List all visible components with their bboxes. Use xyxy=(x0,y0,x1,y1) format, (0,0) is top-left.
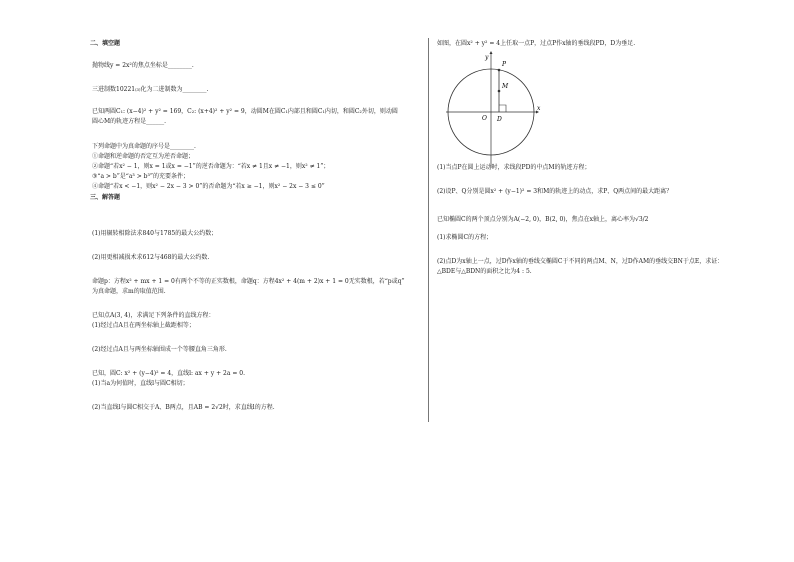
proposition-2: ②命题“若x² − 1，则x = 1或x = −1”的逆否命题为：“若x ≠ 1且x ≠ −1，则x² ≠ 1”； xyxy=(92,163,330,170)
question-ellipse-1: (1)求椭圆C的方程； xyxy=(437,234,493,241)
label-m: M xyxy=(502,83,509,90)
question-gcd-2: (2)用更相减损术求612与468的最大公约数. xyxy=(92,254,210,261)
label-x: x xyxy=(537,105,541,112)
question-ellipse: 已知椭圆C的两个顶点分别为A(−2, 0)，B(2, 0)，焦点在x轴上，离心率为√3/2 xyxy=(437,216,649,223)
right-angle-mark xyxy=(499,105,506,112)
proposition-1: ①命题和逆命题的否定互为逆否命题； xyxy=(92,153,195,160)
question-max-distance: (2)设P、Q分别是圆x² + (y−1)² = 3和M的轨迹上的动点，求P、Q两点间的最大距离？ xyxy=(437,188,673,195)
question-circle-projection: 如图，在圆x² + y² = 4上任取一点P，过点P作x轴的垂线段PD，D为垂足. xyxy=(437,40,636,47)
question-ellipse-2-line2: △BDE与△BDN的面积之比为4 : 5. xyxy=(437,268,532,275)
question-circle-c: 已知，圆C: x² + (y−4)² = 4，直线l: ax + y + 2a = 0. xyxy=(92,370,245,377)
question-proposition-pq-line2: 为真命题，求m的取值范围. xyxy=(92,288,166,295)
label-o: O xyxy=(482,115,487,122)
question-gcd-1: (1)用辗转相除法求840与1785的最大公约数； xyxy=(92,230,218,237)
question-ellipse-2-line1: (2)点D为x轴上一点，过D作x轴的垂线交椭圆C于不同的两点M、N，过D作AM的垂线交BN于点E，求证： xyxy=(437,258,724,265)
proposition-3: ③“a > b”是“a³ > b³”的充要条件； xyxy=(92,173,189,180)
question-propositions: 下列命题中为真命题的序号是________. xyxy=(92,143,196,150)
question-line-a-2: (2)经过点A且与两坐标轴围成一个等腰直角三角形. xyxy=(92,346,227,353)
question-midpoint-locus: (1)当点P在圆上运动时，求线段PD的中点M的轨迹方程； xyxy=(437,164,591,171)
section-answer-title: 三、解答题 xyxy=(90,194,121,201)
point-m xyxy=(498,90,501,93)
question-line-a-1: (1)经过点A且在两坐标轴上截距相等； xyxy=(92,322,195,329)
question-ternary: 三进制数10221₍₃₎化为二进制数为________. xyxy=(92,86,209,93)
section-fill-in-title: 二、填空题 xyxy=(90,40,121,47)
point-p xyxy=(498,69,501,72)
column-divider xyxy=(428,38,429,422)
question-line-a: 已知点A(3, 4)，求满足下列条件的直线方程： xyxy=(92,312,215,319)
label-y: y xyxy=(485,54,489,61)
y-axis-arrow xyxy=(490,51,493,54)
label-p: P xyxy=(502,61,507,68)
question-circles-line2: 圆心M的轨迹方程是______. xyxy=(92,118,167,125)
question-proposition-pq-line1: 命题p：方程x² + mx + 1 = 0有两个不等的正实数根，命题q：方程4x² + 4(m + 2)x + 1 = 0无实数根，若“p或q” xyxy=(92,278,405,285)
question-parabola: 抛物线y = 2x²的焦点坐标是________. xyxy=(92,62,194,69)
label-d: D xyxy=(497,116,502,123)
proposition-4: ④命题“若x < −1，则x² − 2x − 3 > 0”的否命题为“若x ≥ −1，则x² − 2x − 3 ≤ 0” xyxy=(92,183,325,190)
question-circle-c-1: (1)当a为何值时，直线l与圆C相切； xyxy=(92,380,189,387)
circle-figure xyxy=(444,50,544,170)
question-circle-c-2: (2)当直线l与圆C相交于A、B两点，且AB = 2√2时，求直线l的方程. xyxy=(92,404,275,411)
question-circles-line1: 已知两圆C₁: (x−4)² + y² = 169，C₂: (x+4)² + y² = 9，动圆M在圆C₁内部且和圆C₁内切，和圆C₂外切，则动圆 xyxy=(92,108,398,115)
